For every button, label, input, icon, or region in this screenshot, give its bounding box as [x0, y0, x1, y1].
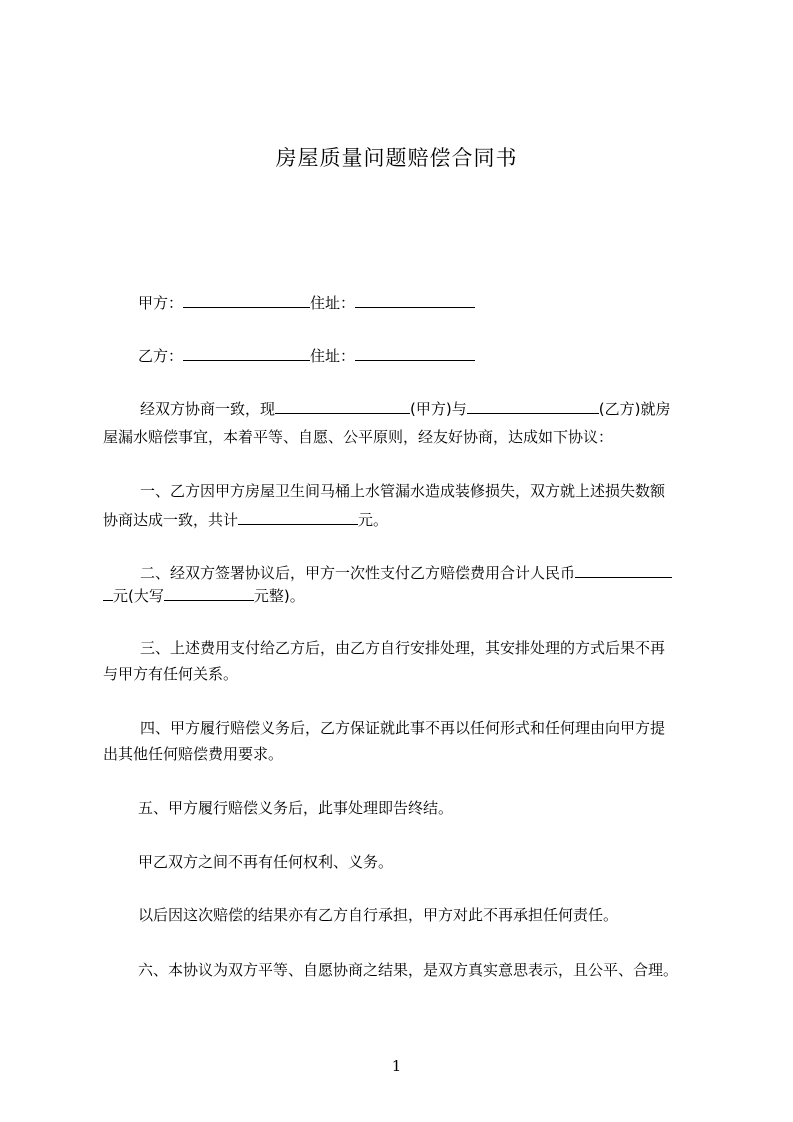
party-a-name-blank[interactable] — [183, 292, 310, 308]
clause-1-text-a: 协商达成一致，共计 — [103, 511, 239, 529]
party-b-name-blank[interactable] — [183, 345, 310, 361]
clause-1-text-b: 元。 — [358, 511, 389, 529]
clause-2-line-1 — [140, 562, 740, 583]
page-number: 1 — [391, 1057, 402, 1075]
party-b-label: 乙方： — [138, 347, 184, 365]
clause-2-line-2 — [103, 585, 703, 606]
clause-3-line-1: 三、上述费用支付给乙方后，由乙方自行安排处理，其安排处理的方式后果不再 — [140, 639, 666, 657]
intro-party-a-blank[interactable] — [275, 398, 410, 414]
party-b-address-blank[interactable] — [355, 345, 475, 361]
party-b-address-label: 住址： — [310, 347, 356, 365]
clause-2-text-c: 元整)。 — [253, 587, 305, 605]
clause-1-line-2 — [103, 509, 703, 530]
clause-6: 六、本协议为双方平等、自愿协商之结果，是双方真实意思表示，且公平、合理。 — [138, 961, 679, 979]
intro-line-1 — [140, 398, 740, 419]
intro-line-2: 屋漏水赔偿事宜，本着平等、自愿、公平原则，经友好协商，达成如下协议： — [103, 428, 614, 446]
clause-2-amount-blank-cont[interactable] — [103, 585, 113, 601]
party-a-address-label: 住址： — [310, 294, 356, 312]
party-a-address-blank[interactable] — [355, 292, 475, 308]
clause-2-text-a: 二、经双方签署协议后，甲方一次性支付乙方赔偿费用合计人民币 — [140, 564, 576, 582]
clause-2-amount-blank[interactable] — [575, 562, 672, 578]
intro-text-c: (乙方)就房 — [598, 400, 671, 418]
intro-text-a: 经双方协商一致，现 — [140, 400, 276, 418]
clause-3-line-2: 与甲方有任何关系。 — [103, 665, 239, 683]
clause-2-text-b: 元(大写 — [113, 587, 164, 605]
clause-5-b: 甲乙双方之间不再有任何权利、义务。 — [138, 853, 394, 871]
party-a-label: 甲方： — [138, 294, 184, 312]
clause-2-capital-blank[interactable] — [164, 585, 254, 601]
clause-5: 五、甲方履行赔偿义务后，此事处理即告终结。 — [138, 799, 454, 817]
intro-party-b-blank[interactable] — [467, 398, 599, 414]
party-b-line — [138, 345, 703, 366]
clause-4-line-2: 出其他任何赔偿费用要求。 — [103, 745, 284, 763]
clause-5-c: 以后因这次赔偿的结果亦有乙方自行承担，甲方对此不再承担任何责任。 — [138, 906, 619, 924]
clause-4-line-1: 四、甲方履行赔偿义务后，乙方保证就此事不再以任何形式和任何理由向甲方提 — [140, 719, 666, 737]
clause-1-amount-blank[interactable] — [238, 509, 358, 525]
intro-text-b: (甲方)与 — [410, 400, 467, 418]
clause-1-line-1: 一、乙方因甲方房屋卫生间马桶上水管漏水造成装修损失，双方就上述损失数额 — [140, 482, 666, 500]
document-title: 房屋质量问题赔偿合同书 — [275, 146, 518, 170]
party-a-line — [138, 292, 703, 313]
